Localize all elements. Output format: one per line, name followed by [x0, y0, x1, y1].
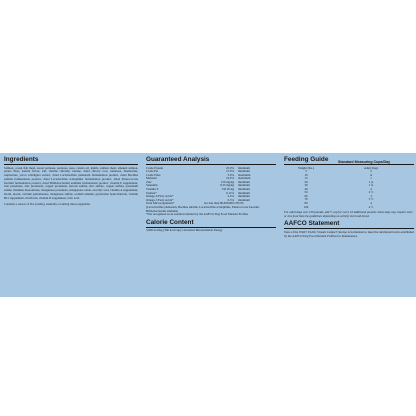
- feeding-guide-subtitle: Standard Measuring Cups/Day: [338, 159, 391, 164]
- nutrient-name: Zinc: [146, 180, 152, 184]
- cups-per-day: 2: [370, 186, 372, 191]
- cups-per-day: ½: [369, 169, 373, 174]
- analysis-footnote: *Not recognized as an essential nutrient by the AAFCO Dog Food Nutrient Profiles: [146, 212, 249, 217]
- nutrient-value: 0.12%: [226, 190, 234, 195]
- cups-per-day: 4: [370, 200, 372, 205]
- nutrient-qualifier: maximum: [238, 176, 251, 181]
- nutrient-name: Total Microorganisms*: [146, 202, 175, 206]
- nutrient-name: Crude Fiber: [146, 173, 161, 177]
- guaranteed-analysis-heading: Guaranteed Analysis: [146, 156, 276, 165]
- nutrient-name: Moisture: [146, 177, 158, 181]
- dog-weight: 60: [304, 193, 308, 198]
- nutrient-name: Selenium: [146, 184, 158, 188]
- feeding-guide-header: [284, 156, 414, 164]
- analysis-table: [146, 167, 276, 207]
- ingredients-section: [4, 156, 138, 207]
- aafco-heading: AAFCO Statement: [284, 220, 414, 229]
- nutrient-value: not less than 80,000,000 CFU/lb: [204, 201, 244, 206]
- dog-weight: 70: [304, 197, 308, 202]
- dog-weight: 40: [304, 186, 308, 191]
- nutrient-qualifier: minimum: [238, 165, 250, 170]
- nutrient-qualifier: minimum: [238, 194, 250, 199]
- nutrient-name: Crude Fat: [146, 170, 159, 174]
- nutrient-qualifier: maximum: [238, 172, 251, 177]
- nutrient-value: 0.3%: [227, 197, 234, 202]
- nutrient-name: Omega-6 Fatty Acids*: [146, 195, 174, 199]
- feeding-table: [284, 170, 414, 209]
- feeding-note: For adult dogs over 100 pounds, add ½ cup for every 10 additional pounds. Some dogs may require more or less food than the guidelines depending on activity level and breed.: [284, 210, 413, 218]
- guaranteed-analysis-section: [146, 156, 276, 233]
- nutrient-name: Crude Protein: [146, 166, 164, 170]
- nutrient-value: 150 mg/kg: [220, 179, 234, 184]
- microorganisms-note: Contains a source of live (viable), naturally occurring microorganisms.: [4, 202, 91, 207]
- calorie-content-text: 3,600 kcal/kg (360 kcal/cup) Calculated Metabolizable Energy: [146, 228, 223, 233]
- dog-weight: 5: [305, 169, 307, 174]
- feeding-guide-heading: Feeding Guide: [284, 156, 329, 163]
- nutrient-value: 0.35 mg/kg: [220, 183, 234, 188]
- cups-per-day: 1 ¾: [368, 183, 374, 188]
- weight-column-header: Weight (lbs.): [298, 165, 314, 170]
- nutrient-qualifier: minimum: [238, 187, 250, 192]
- nutrient-value: 15.0%: [226, 169, 234, 174]
- ingredients-heading: Ingredients: [4, 156, 138, 165]
- cups-column-header: Adult Dogs: [363, 165, 379, 170]
- nutrient-qualifier: minimum: [238, 197, 250, 202]
- nutrient-name: Taurine*: [146, 191, 157, 195]
- cups-per-day: ¾: [369, 172, 373, 177]
- aafco-statement: Taste of the Wild® Pacific Stream Canine® Recipe is formulated to meet the nutritional levels established by the AAFCO Dog Food Nutrient Profiles for maintenance.: [284, 229, 414, 238]
- nutrient-name: Vitamin E: [146, 188, 159, 192]
- dog-weight: 50: [304, 190, 308, 195]
- cups-per-day: 3 ½: [368, 197, 374, 202]
- ingredients-list: Salmon, ocean fish meal, sweet potatoes, potatoes, peas, canola oil, lentils, salmon meal, smoked salmon, potato fiber, natural flavor, salt, choline chloride, taurine, dried chicory root, tomatoes, blueberries, raspberries, yucca schidigera extract, dried Lactobacillus plantarum fermentation product, dried Bacillus subtilis fermentation product, dried Lactobacillus acidophilus fermentation product, dried Enterococcus faecium fermentation product, dried Bifidobacterium animalis fermentation product, vitamin E supplement, iron proteinate, zinc proteinate, copper proteinate, ferrous sulfate, zinc sulfate, copper sulfate, potassium iodide, thiamine mononitrate, manganese proteinate, manganous oxide, ascorbic acid, vitamin A supplement, biotin, niacin, calcium pantothenate, manganese sulfate, sodium selenite, pyridoxine hydrochloride, vitamin B12 supplement, riboflavin, vitamin D supplement, folic acid.: [4, 165, 138, 200]
- cups-per-day: 2 ½: [368, 190, 374, 195]
- nutrient-value: 25.0%: [226, 165, 234, 170]
- calorie-content-heading: Calorie Content: [146, 219, 276, 228]
- nutrition-label-panel: [0, 153, 416, 297]
- feeding-guide-rule: [284, 164, 414, 165]
- nutrient-value: 3.0%: [227, 172, 234, 177]
- dog-weight: 15: [304, 176, 308, 181]
- nutrient-qualifier: minimum: [238, 190, 250, 195]
- nutrient-name: Omega-3 Fatty Acids*: [146, 198, 174, 202]
- nutrient-qualifier: minimum: [238, 179, 250, 184]
- nutrient-value: 10.0%: [226, 176, 234, 181]
- microorganism-species: (Lactobacillus plantarum, Bacillus subtilis, Lactobacillus acidophilus, Enterococcus faecium, Bifidobacterium animalis): [146, 205, 260, 213]
- dog-weight: 100: [303, 204, 309, 209]
- feeding-guide-section: [284, 156, 414, 238]
- cups-per-day: 4 ½: [368, 204, 374, 209]
- nutrient-value: 150 IU/kg: [221, 187, 234, 192]
- feeding-row: [284, 206, 414, 210]
- nutrient-qualifier: minimum: [238, 169, 250, 174]
- cups-per-day: 1: [370, 176, 372, 181]
- dog-weight: 10: [304, 172, 308, 177]
- cups-per-day: 1 ¼: [368, 179, 374, 184]
- dog-weight: 80: [304, 200, 308, 205]
- nutrient-value: 2.4%: [227, 194, 234, 199]
- dog-weight: 20: [304, 179, 308, 184]
- nutrient-qualifier: minimum: [238, 183, 250, 188]
- dog-weight: 30: [304, 183, 308, 188]
- cups-per-day: 3: [370, 193, 372, 198]
